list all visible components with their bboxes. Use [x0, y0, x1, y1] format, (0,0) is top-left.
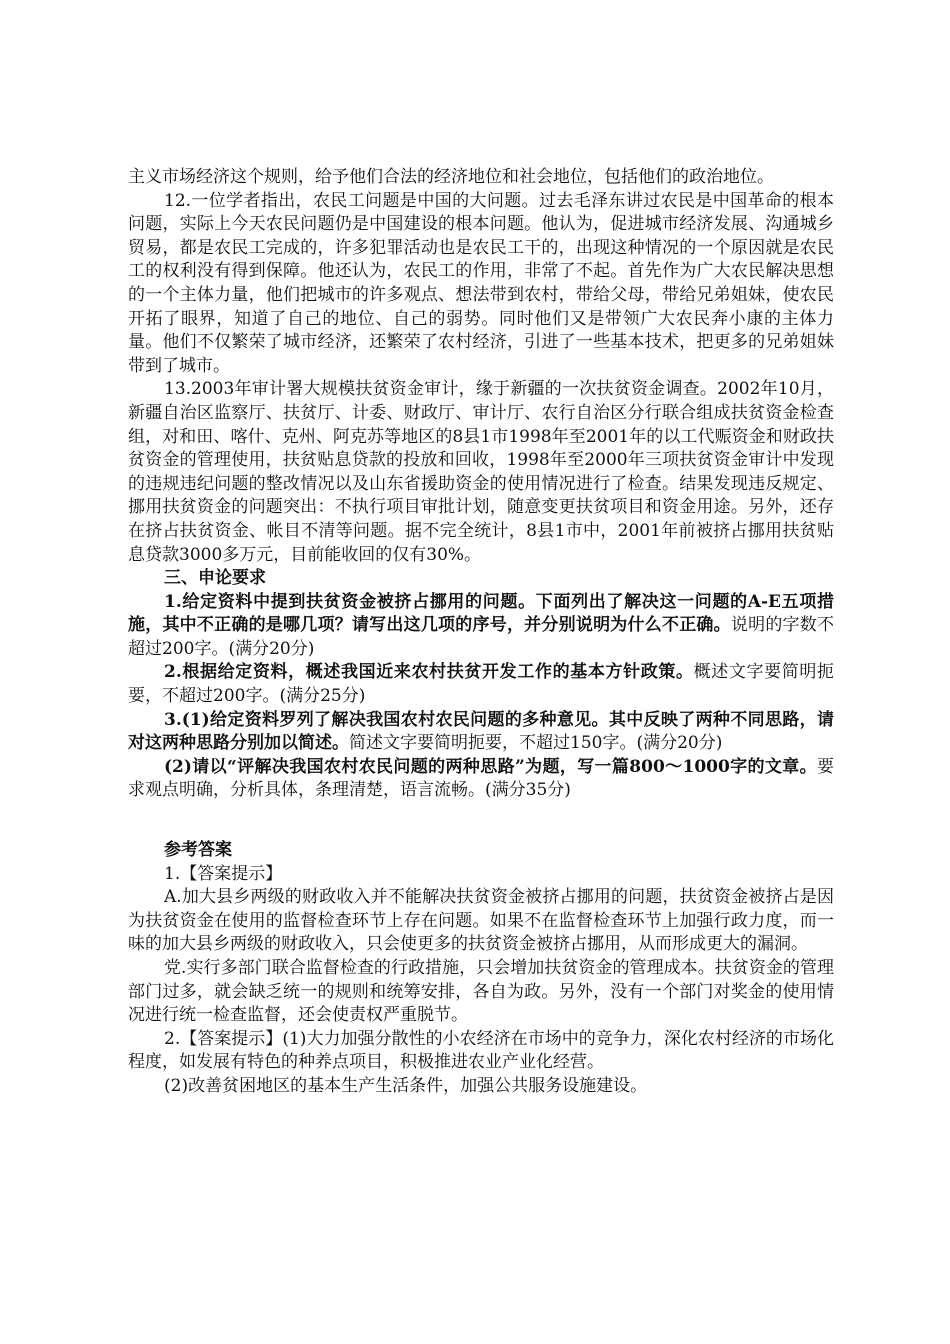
question-2 [128, 661, 834, 708]
question-1-bold: 1.给定资料中提到扶贫资金被挤占挪用的问题。下面列出了解决这一问题的A-E五项措施，其中不正确的是哪几项？请写出这几项的序号，并分别说明为什么不正确。 [128, 591, 834, 636]
question-3-2-note: 要求观点明确，分析具体，条理清楚，语言流畅。(满分35分) [128, 756, 834, 801]
spacer [128, 803, 834, 839]
question-2-bold: 2.根据给定资料，概述我国近来农村扶贫开发工作的基本方针政策。 [164, 662, 694, 683]
answer-1-item-d: 党.实行多部门联合监督检查的行政措施，只会增加扶贫资金的管理成本。扶贫资金的管理部门过多，就会缺乏统一的规则和统筹安排，各自为政。另外，没有一个部门对奖金的使用情况进行统一检查监督，还会使责权严重脱节。 [128, 958, 834, 1026]
question-3-2 [128, 756, 834, 803]
answer-2-item-1: 2.【答案提示】(1)大力加强分散性的小农经济在市场中的竞争力，深化农村经济的市场化程度，如发展有特色的种养点项目，积极推进农业产业化经营。 [128, 1028, 834, 1073]
section-heading-requirements: 三、申论要求 [164, 568, 266, 589]
paragraph-continued: 主义市场经济这个规则，给予他们合法的经济地位和社会地位，包括他们的政治地位。 [128, 167, 774, 187]
question-3-1-note: 简述文字要简明扼要，不超过150字。(满分20分) [349, 733, 723, 754]
answer-1-item-a: A.加大县乡两级的财政收入并不能解决扶贫资金被挤占挪用的问题，扶贫资金被挤占是因为扶贫资金在使用的监督检查环节上存在问题。如果不在监督检查环节上加强行政力度，而一味的加大县乡两级的财政收入，只会使更多的扶贫资金被挤占挪用，从而形成更大的漏洞。 [128, 887, 834, 955]
paragraph-13: 13.2003年审计署大规模扶贫资金审计，缘于新疆的一次扶贫资金调查。2002年10月，新疆自治区监察厅、扶贫厅、计委、财政厅、审计厅、农行自治区分行联合组成扶贫资金检查组，对和田、喀什、克州、阿克苏等地区的8县1市1998年至2001年的以工代赈资金和财政扶贫资金的管理使用，扶贫贴息贷款的投放和回收，1998年至2000年三项扶贫资金审计中发现的违规违纪问题的整改情况以及山东省援助资金的使用情况进行了检查。结果发现违反规定、挪用扶贫资金的问题突出：不执行项目审批计划，随意变更扶贫项目和资金用途。另外，还存在挤占扶贫资金、帐目不清等问题。据不完全统计，8县1市中，2001年前被挤占挪用扶贫贴息贷款3000多万元，目前能收回的仅有30%。 [128, 379, 834, 565]
question-1 [128, 591, 834, 662]
question-3-1-bold: 3.(1)给定资料罗列了解决我国农村农民问题的多种意见。其中反映了两种不同思路，请对这两种思路分别加以简述。 [128, 709, 834, 754]
answers-heading: 参考答案 [164, 840, 232, 861]
question-3-2-bold: (2)请以“评解决我国农村农民问题的两种思路”为题，写一篇800～1000字的文章。 [164, 756, 817, 777]
answer-1-label: 1.【答案提示】 [164, 863, 283, 884]
question-3-1 [128, 709, 834, 756]
document-page [128, 166, 834, 1099]
question-1-note: 说明的字数不超过200字。(满分20分) [128, 615, 835, 659]
paragraph-12: 12.一位学者指出，农民工问题是中国的大问题。过去毛泽东讲过农民是中国革命的根本问题，实际上今天农民问题仍是中国建设的根本问题。他认为，促进城市经济发展、沟通城乡贸易，都是农民工完成的，许多犯罪活动也是农民工干的，出现这种情况的一个原因就是农民工的权利没有得到保障。他还认为，农民工的作用，非常了不起。首先作为广大农民解决思想的一个主体力量，他们把城市的许多观点、想法带到农村，带给父母，带给兄弟姐妹，使农民开拓了眼界，知道了自己的地位、自己的弱势。同时他们又是带领广大农民奔小康的主体力量。他们不仅繁荣了城市经济，还繁荣了农村经济，引进了一些基本技术，把更多的兄弟姐妹带到了城市。 [128, 190, 834, 376]
answer-2-item-2: (2)改善贫困地区的基本生产生活条件，加强公共服务设施建设。 [164, 1075, 648, 1096]
question-2-note: 概述文字要简明扼要，不超过200字。(满分25分) [128, 662, 835, 707]
